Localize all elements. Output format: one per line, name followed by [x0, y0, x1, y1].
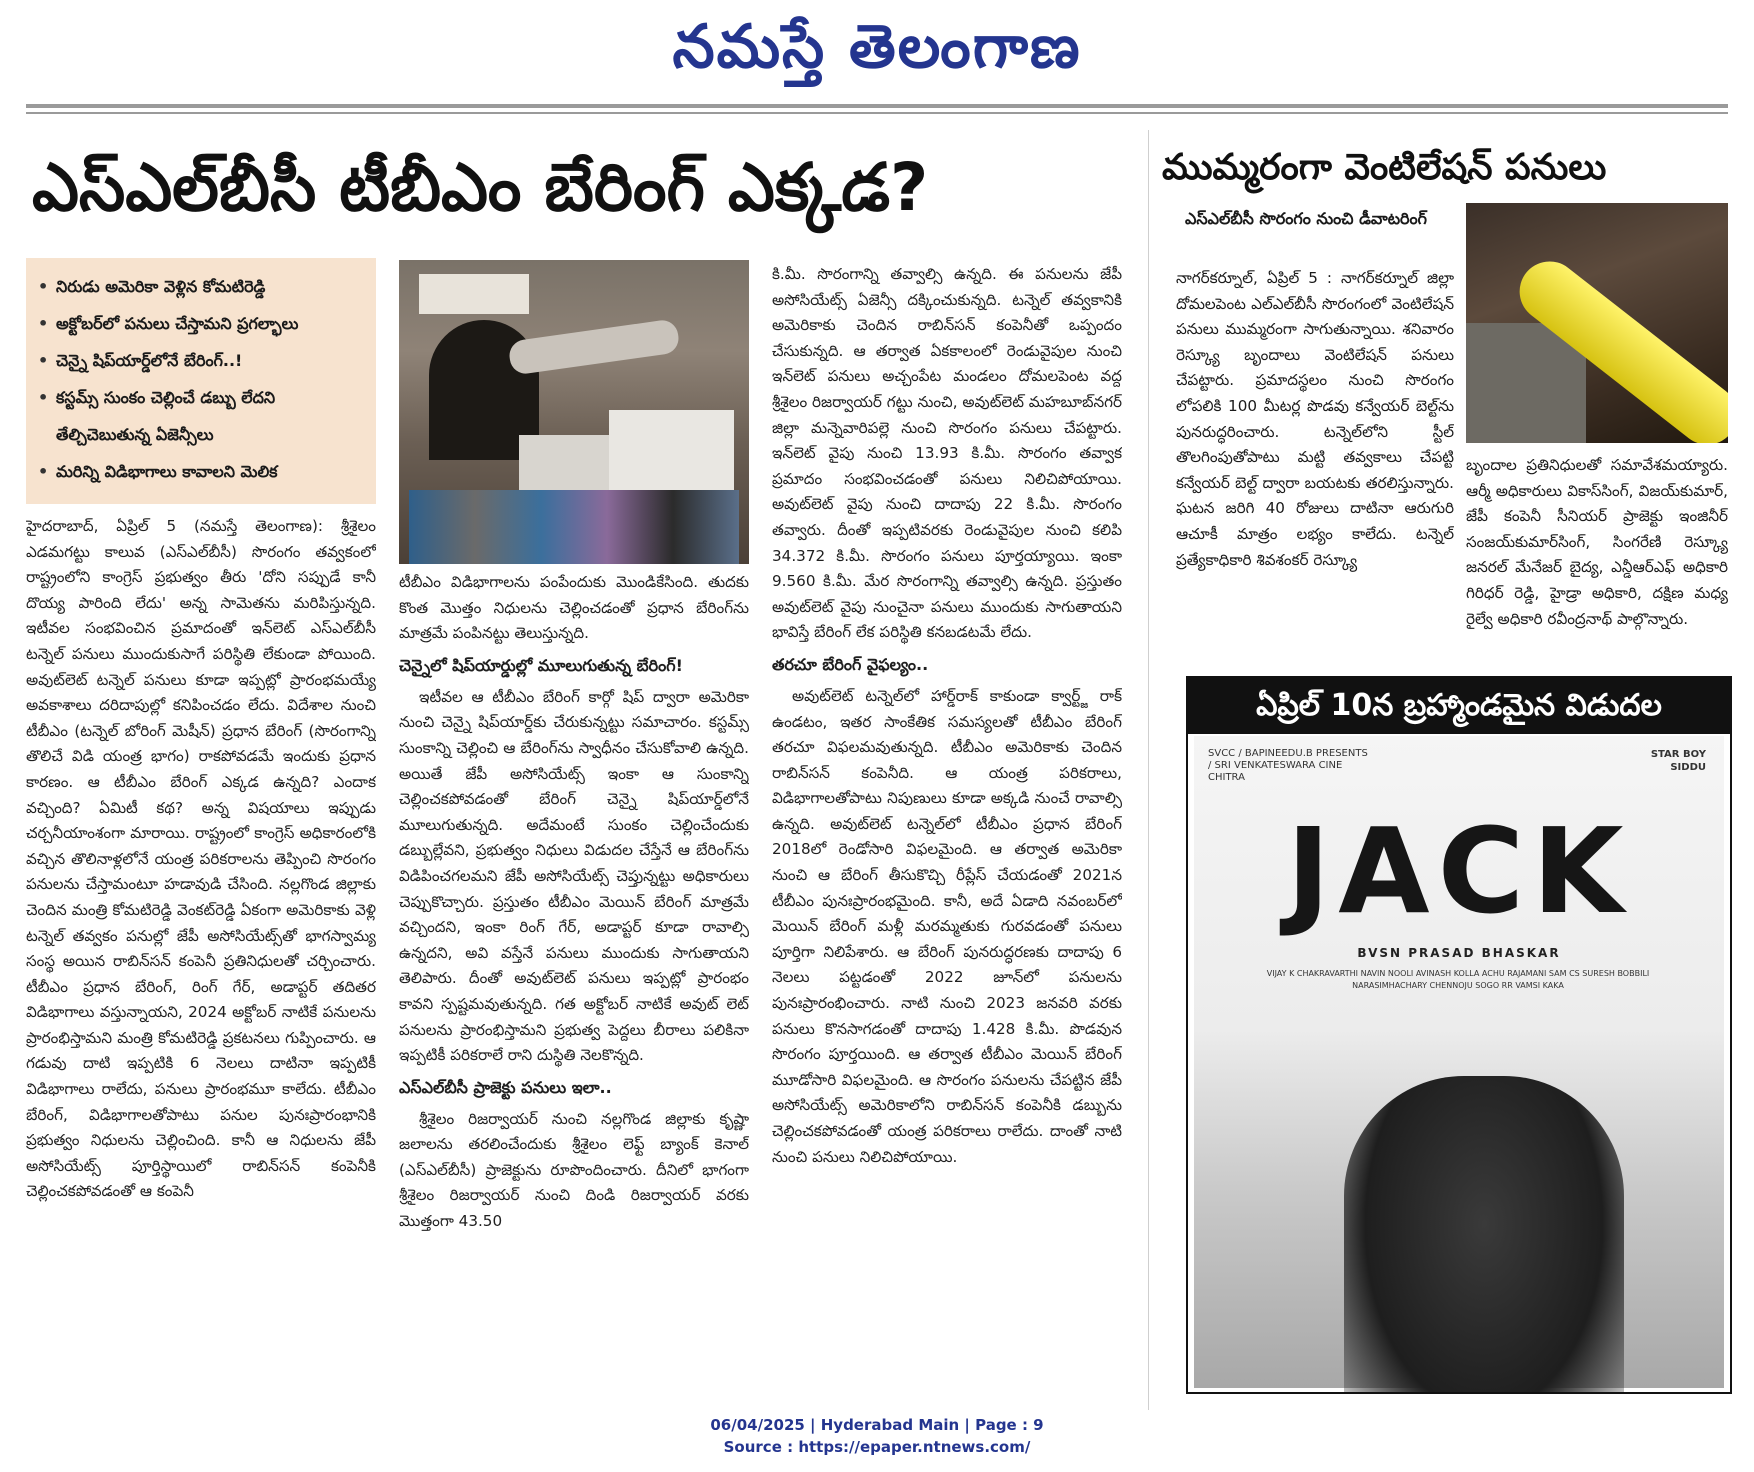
ad-production-logo: SVCC / BAPINEEDU.B PRESENTS / SRI VENKATESWARA CINE CHITRA: [1208, 748, 1368, 783]
article-subheading: ఎస్‌ఎల్‌బీసీ ప్రాజెక్టు పనులు ఇలా..: [399, 1077, 612, 1097]
ad-movie-title: JACK: [1286, 802, 1632, 940]
article-column-2: [399, 570, 749, 1394]
masthead-rule-thin: [26, 112, 1728, 114]
highlight-item: • నిరుడు అమెరికా వెళ్లిన కోమటిరెడ్డి: [38, 268, 364, 305]
ventilation-pipe: [507, 318, 680, 375]
ad-star-name: SIDDU: [1670, 762, 1706, 773]
highlights-box: [26, 258, 376, 504]
main-headline: ఎస్‌ఎల్‌బీసీ టీబీఎం బేరింగ్ ఎక్కడ?: [32, 149, 929, 226]
article-paragraph: కి.మీ. సొరంగాన్ని తవ్వాల్సి ఉన్నది. ఈ పనులను జేపీ అసోసియేట్స్ ఏజెన్సీ దక్కించుకున్నది. టన్నెల్ తవ్వకానికి అమెరికాకు చెందిన రాబిన్‌సన్ కంపెనీతో ఒప్పందం చేసుకున్నది. ఆ తర్వాత ఏకకాలంలో రెండువైపుల నుంచి ఇన్‌లెట్ పనులు అచ్చంపేట మండలం దోమలపెంట వద్ద శ్రీశైలం రిజర్వాయర్ గట్టు నుంచి, అవుట్‌లెట్ మహబూబ్‌నగర్ జిల్లా మన్నెవారిపల్లె నుంచి సొరంగం పనులు చేపట్టారు. ఇన్‌లెట్ వైపు నుంచి 13.93 కి.మీ. సొరంగం తవ్వాక ప్రమాదం సంభవించడంతో పనులు నిలిచిపోయాయి. అవుట్‌లెట్ వైపు నుంచి దాదాపు 22 కి.మీ. సొరంగం తవ్వారు. దీంతో ఇప్పటివరకు రెండువైపుల నుంచి కలిపి 34.372 కి.మీ. సొరంగం పనులు పూర్తయ్యాయి. ఇంకా 9.560 కి.మీ. మేర సొరంగాన్ని తవ్వాల్సి ఉన్నది. ప్రస్తుతం అవుట్‌లెట్ వైపు నుంచైనా పనులు ముందుకు సాగుతాయని భావిస్తే బేరింగ్ లేక పరిస్థితి కనబడటమే లేదు.: [772, 265, 1122, 642]
ad-star-credit: [1651, 748, 1706, 774]
article-subheading: చెన్నైలో షిప్‌యార్డుల్లో మూలుగుతున్న బేరింగ్!: [399, 655, 683, 675]
source-link[interactable]: Source : https://epaper.ntnews.com/: [723, 1438, 1031, 1456]
article-paragraph: ఇటీవల ఆ టీబీఎం బేరింగ్ కార్గో షిప్ ద్వారా అమెరికా నుంచి చెన్నై షిప్‌యార్డ్‌కు చేరుకున్నట్టు సమాచారం. కస్టమ్స్ సుంకాన్ని చెల్లించి ఆ బేరింగ్‌ను స్వాధీనం చేసుకోవాలి ఉన్నది. అయితే జేపీ అసోసియేట్స్ ఇంకా ఆ సుంకాన్ని చెల్లించకపోవడంతో బేరింగ్ చెన్నై షిప్‌యార్డ్‌లోనే మూలుగుతున్నది. అదేమంటే సుంకం చెల్లించేందుకు డబ్బుల్లేవని, ప్రభుత్వం నిధులు విడుదల చేస్తేనే ఆ బేరింగ్‌ను విడిపించగలమని జేపీ అసోసియేట్స్ చెప్తున్నట్టు అధికారులు చెప్పుకొచ్చారు. ప్రస్తుతం టీబీఎం మెయిన్ బేరింగ్ మాత్రమే వచ్చిందని, ఇంకా రింగ్ గేర్, అడాప్టర్ కూడా రావాల్సి ఉన్నదని, అవి వస్తేనే పనులు ముందుకు సాగుతాయని తెలిపారు. దీంతో అవుట్‌లెట్ పనులు ఇప్పట్లో ప్రారంభం కావని స్పష్టమవుతున్నది. గత అక్టోబర్ నాటికే అవుట్ లెట్ పనులను ప్రారంభిస్తామని ప్రభుత్వ పెద్దలు బీరాలు పలికినా ఇప్పటికీ పరికరాలే రాని దుస్థితి నెలకొన్నది.: [399, 687, 749, 1065]
page-footer: [0, 1414, 1754, 1458]
ad-couple-figure: [1344, 1076, 1624, 1394]
ventilation-headline: ముమ్మరంగా వెంటిలేషన్ పనులు: [1162, 147, 1607, 188]
rail-car: [609, 410, 734, 495]
ad-release-banner: ఏప్రిల్ 10న బ్రహ్మాండమైన విడుదల: [1188, 678, 1730, 734]
ad-crew-credits: VIJAY K CHAKRAVARTHI NAVIN NOOLI AVINASH KOLLA ACHU RAJAMANI SAM CS SURESH BOBBILI NARASIMHACHARY CHENNOJU SOGO RR VAMSI KAKA: [1266, 969, 1650, 990]
highlight-item: • కస్టమ్స్ సుంకం చెల్లించే డబ్బు లేదని తేల్చిచెబుతున్న ఏజెన్సీలు: [38, 379, 364, 453]
highlight-item: • చెన్నై షిప్‌యార్డ్‌లోనే బేరింగ్..!: [38, 342, 364, 379]
masthead-rule: [26, 104, 1728, 108]
edition-info: 06/04/2025 | Hyderabad Main | Page : 9: [710, 1416, 1044, 1434]
tbm-tunnel-photo: [399, 260, 749, 564]
highlight-item: • మరిన్ని విడిభాగాలు కావాలని మెలిక: [38, 453, 364, 490]
article-paragraph: శ్రీశైలం రిజర్వాయర్ నుంచి నల్లగొండ జిల్లాకు కృష్ణా జలాలను తరలించేందుకు శ్రీశైలం లెఫ్ట్ బ్యాంక్ కెనాల్ (ఎస్‌ఎల్‌బీసీ) ప్రాజెక్టును రూపొందించారు. దీనిలో భాగంగా శ్రీశైలం రిజర్వాయర్ నుంచి దిండి రిజర్వాయర్ వరకు మొత్తంగా 43.50: [399, 1109, 749, 1231]
workers-group: [409, 490, 739, 564]
article-column-1: [26, 514, 376, 1394]
article-paragraph: హైదరాబాద్, ఏప్రిల్ 5 (నమస్తే తెలంగాణ): శ్రీశైలం ఎడమగట్టు కాలువ (ఎస్‌ఎల్‌బీసీ) సొరంగం తవ్వకంలో రాష్ట్రంలోని కాంగ్రెస్ ప్రభుత్వం తీరు 'దోని సప్పుడే కానీ దొయ్య పారింది లేదు' అన్న సామెతను మరిపిస్తున్నది. ఇటీవల సంభవించిన ప్రమాదంతో ఇన్‌లెట్ ఎస్‌ఎల్‌బీసీ టన్నెల్ పనులు ముందుకుసాగే పరిస్థితి లేకుండా పోయింది. అవుట్‌లెట్ టన్నెల్ పనులు కూడా ఇప్పట్లో ప్రారంభమయ్యే అవకాశాలు దరిదాపుల్లో కనిపించడం లేదు. విదేశాల నుంచి టీబీఎం (టన్నెల్ బోరింగ్ మెషీన్) ప్రధాన బేరింగ్ (సొరంగాన్ని తొలిచే విడి యంత్ర భాగం) రాకపోవడమే ఇందుకు ప్రధాన కారణం. ఆ టీబీఎం బేరింగ్ ఎక్కడ ఉన్నది? ఎందాక వచ్చింది? ఏమిటీ కథ? అన్న విషయాలు ఇప్పుడు చర్చనీయాంశంగా మారాయి. రాష్ట్రంలో కాంగ్రెస్ అధికారంలోకి వచ్చిన తొలినాళ్లలోనే యంత్ర పరికరాలను తెప్పించి సొరంగం పనులను చేస్తామంటూ హడావుడి చేసింది. నల్లగొండ జిల్లాకు చెందిన మంత్రి కోమటిరెడ్డి వెంకట్‌రెడ్డి ఏకంగా అమెరికాకు వెళ్లి టన్నెల్ తవ్వకం పనుల్లో జేపీ అసోసియేట్స్‌తో భాగస్వామ్య సంస్థ అయిన రాబిన్‌సన్ కంపెనీ ప్రతినిధులతో చర్చించారు. టీబీఎం ప్రధాన బేరింగ్, రింగ్ గేర్, అడాప్టర్ తదితర విడిభాగాలు వస్తున్నాయని, 2024 అక్టోబర్ నాటికే పనులను ప్రారంభిస్తామని మంత్రి కోమటిరెడ్డి ప్రకటనలు గుప్పించారు. ఆ గడువు దాటి ఇప్పటికి 6 నెలలు దాటినా ఇప్పటికీ విడిభాగాలు రాలేదు, పనులు ప్రారంభమూ కాలేదు. టీబీఎం బేరింగ్, విడిభాగాలతోపాటు పనుల పునఃప్రారంభానికి ప్రభుత్వం నిధులను చెల్లించింది. కానీ ఆ నిధులను జేపీ అసోసియేట్స్ పూర్తిస్థాయిలో రాబిన్‌సన్ కంపెనీకి చెల్లించకపోవడంతో ఆ కంపెనీ: [26, 517, 376, 1201]
highlight-item: • అక్టోబర్‌లో పనులు చేస్తామని ప్రగల్భాలు: [38, 305, 364, 342]
ventilation-photo: [1466, 203, 1728, 443]
ventilation-article-continued: బృందాల ప్రతినిధులతో సమావేశమయ్యారు. ఆర్మీ అధికారులు వికాస్‌సింగ్, విజయ్‌కుమార్, జేపీ కంపెనీ సీనియర్ ప్రాజెక్టు ఇంజినీర్ సంజయ్‌కుమార్‌సింగ్, సింగరేణి రెస్క్యూ జనరల్ మేనేజర్ బైద్య, ఎన్డీఆర్‌ఎఫ్ అధికారి గిరిధర్ రెడ్డి, హైడ్రా అధికారి, దక్షిణ మధ్య రైల్వే అధికారి రవీంద్రనాథ్ పాల్గొన్నారు.: [1466, 456, 1728, 628]
tunnel-sign: [419, 274, 529, 314]
article-subheading: తరచూ బేరింగ్ వైఫల్యం..: [772, 654, 929, 674]
column-divider: [1148, 130, 1149, 1410]
article-column-3: [772, 262, 1122, 1394]
ad-director-names: BVSN PRASAD BHASKAR: [1357, 946, 1561, 960]
article-paragraph: టీబీఎం విడిభాగాలను పంపేందుకు మొండికేసింది. తుదకు కొంత మొత్తం నిధులను చెల్లించడంతో ప్రధాన బేరింగ్‌ను మాత్రమే పంపినట్టు తెలుస్తున్నది.: [399, 573, 749, 643]
ventilation-article: నాగర్‌కర్నూల్, ఏప్రిల్ 5 : నాగర్‌కర్నూల్ జిల్లా దోమలపెంట ఎల్‌ఎల్‌బీసీ సొరంగంలో వెంటిలేషన్ పనులు ముమ్మరంగా సాగుతున్నాయి. శనివారం రెస్క్యూ బృందాలు వెంటిలేషన్ పనులు చేపట్టారు. ప్రమాదస్థలం నుంచి సొరంగం లోపలికి 100 మీటర్ల పొడవు కన్వేయర్ బెల్ట్‌ను పునరుద్ధరించారు. టన్నెల్‌లోని స్టీల్ తొలగింపుతోపాటు మట్టి తవ్వకాలు చేపట్టి కన్వేయర్ బెల్ట్ ద్వారా బయటకు తరలిస్తున్నారు. ఘటన జరిగి 40 రోజులు దాటినా ఆరుగురి ఆచూకీ మాత్రం లభ్యం కాలేదు. టన్నెల్ ప్రత్యేకాధికారి శివశంకర్ రెస్క్యూ: [1176, 269, 1454, 569]
movie-advertisement: [1186, 676, 1732, 1394]
ad-star-label: STAR BOY: [1650, 749, 1706, 760]
article-paragraph: అవుట్‌లెట్ టన్నెల్‌లో హార్డ్‌రాక్ కాకుండా క్వార్ట్జ్ రాక్ ఉండటం, ఇతర సాంకేతిక సమస్యలతో టీబీఎం బేరింగ్ తరచూ విఫలమవుతున్నది. టీబీఎం అమెరికాకు చెందిన రాబిన్‌సన్ కంపెనీది. ఆ యంత్ర పరికరాలు, విడిభాగాలతోపాటు నిపుణులు కూడా అక్కడి నుంచే రావాల్సి ఉన్నది. అవుట్‌లెట్ టన్నెల్‌లో టీబీఎం ప్రధాన బేరింగ్ 2018లో రెండోసారి విఫలమైంది. ఆ తర్వాత అమెరికా నుంచి ఆ బేరింగ్ తీసుకొచ్చి రీప్లేస్ చేయడంతో 2021న టీబీఎం పునఃప్రారంభమైంది. కానీ, అదే ఏడాది నవంబర్‌లో మెయిన్ బేరింగ్ మళ్లీ మరమ్మతుకు గురవడంతో పనులు పూర్తిగా నిలిపేశారు. ఆ బేరింగ్ పునరుద్ధరణకు దాదాపు 6 నెలలు పట్టడంతో 2022 జూన్‌లో పనులను పునఃప్రారంభించారు. నాటి నుంచి 2023 జనవరి వరకు పనులు కొనసాగడంతో దాదాపు 1.428 కి.మీ. పొడవున సొరంగం పూర్తయింది. ఆ తర్వాత టీబీఎం మెయిన్ బేరింగ్ మూడోసారి విఫలమైంది. ఆ సొరంగం పనులను చేపట్టిన జేపీ అసోసియేట్స్ అమెరికాలోని రాబిన్‌సన్ కంపెనీకి డబ్బును చెల్లించకపోవడంతో యంత్ర పరికరాలు రాలేదు. దాంతో నాటి నుంచి పనులు నిలిచిపోయాయి.: [772, 686, 1122, 1166]
ventilation-subheading: ఎస్‌ఎల్‌బీసీ సొరంగం నుంచి డీవాటరింగ్: [1185, 209, 1427, 228]
masthead-logo: నమస్తే తెలంగాణ: [672, 12, 1082, 82]
